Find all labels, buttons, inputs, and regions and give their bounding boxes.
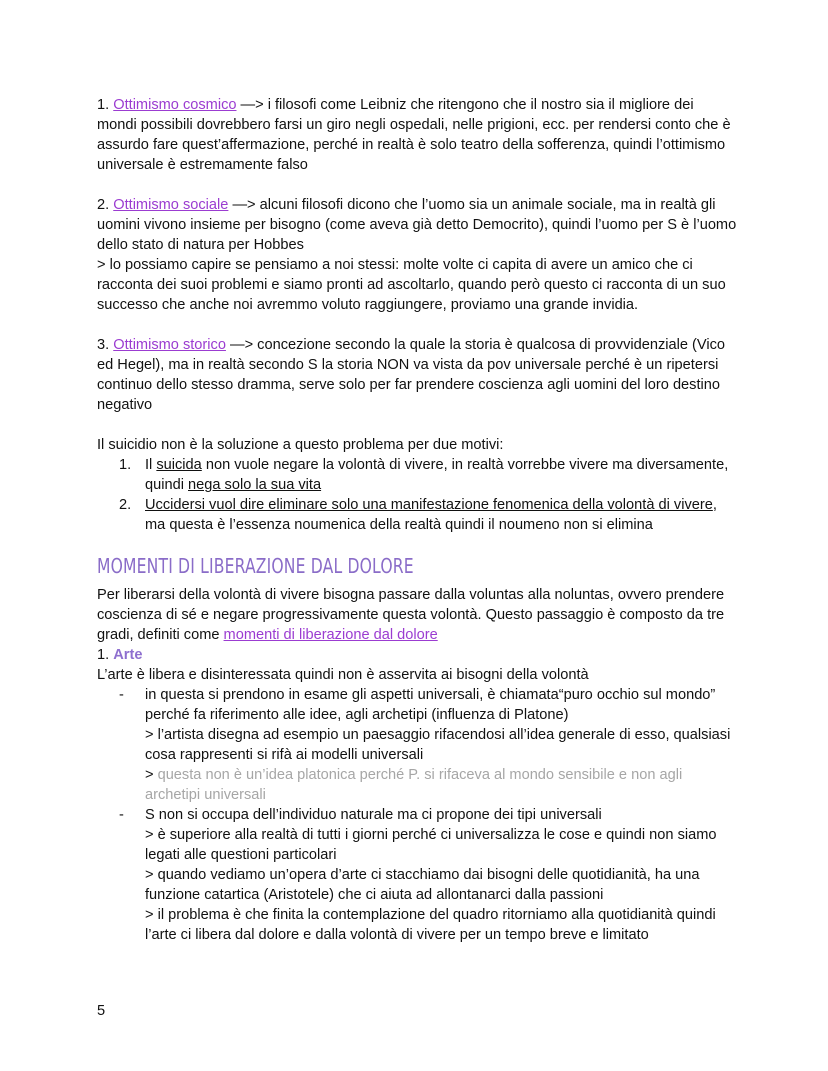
underlined-uccidersi: Uccidersi vuol dire eliminare solo una manifestazione fenomenica della volontà di vivere [145,497,713,513]
underlined-nega-vita: nega solo la sua vita [188,477,322,493]
suicide-intro: Il suicidio non è la soluzione a questo problema per due motivi: [97,437,504,453]
arte-bullets [97,685,737,945]
link-ottimismo-storico[interactable]: Ottimismo storico [113,337,226,353]
page-content [97,95,737,945]
section-intro: Per liberarsi della volontà di vivere bisogna passare dalla voluntas alla noluntas, ovvero prendere coscienza di sé e negare progressivamente questa volontà. Questo passaggio è composto da tre gradi, definiti come momenti di liberazione dal dolore [97,587,725,643]
subheading-arte: 1. Arte [97,647,143,663]
paragraph-ottimismo-sociale: 2. Ottimismo sociale —> alcuni filosofi dicono che l’uomo sia un animale sociale, ma in realtà gli uomini vivono insieme per bisogno (come aveva già detto Democrito), quindi l’uomo per S è l’uomo dello stato di natura per Hobbes [97,197,737,253]
list-item: 1. Il suicida non vuole negare la volontà di vivere, in realtà vorrebbe vivere ma diversamente, quindi nega solo la sua vita [119,457,729,493]
link-ottimismo-sociale[interactable]: Ottimismo sociale [113,197,229,213]
suicide-list [97,455,737,535]
underlined-suicida: suicida [156,457,202,473]
paragraph-ottimismo-cosmico: 1. Ottimismo cosmico —> i filosofi come Leibniz che ritengono che il nostro sia il migliore dei mondi possibili dovrebbero farsi un giro negli ospedali, nelle prigioni, ecc. per rendersi conto che è assurdo fare quest’affermazione, perché in realtà è solo teatro della sofferenza, quindi l’ottimismo universale è estremamente falso [97,97,731,173]
list-item: - in questa si prendono in esame gli aspetti universali, è chiamata“puro occhio sul mondo” perché fa riferimento alle idee, agli archetipi (influenza di Platone) > l’artista disegna ad esempio un paesaggio rifacendosi all’idea generale di esso, qualsiasi cosa rappresenti si rifà ai modelli universali > questa non è un’idea platonica perché P. si rifaceva al mondo sensibile e non agli archetipi universali [97,685,737,805]
list-item: - S non si occupa dell’individuo naturale ma ci propone dei tipi universali > è superiore alla realtà di tutti i giorni perché ci universalizza le cose e quindi non siamo legati alle questioni particolari > quando vediamo un’opera d’arte ci stacchiamo dai bisogni delle quotidianità, ha una funzione catartica (Aristotele) che ci aiuta ad allontanarci dalla passioni > il problema è che finita la contemplazione del quadro ritorniamo alla quotidianità quindi l’arte ci libera dal dolore e dalla volontà di vivere per un tempo breve e limitato [119,807,717,943]
section-heading: MOMENTI DI LIBERAZIONE DAL DOLORE [97,554,414,578]
paragraph-ottimismo-storico: 3. Ottimismo storico —> concezione secondo la quale la storia è qualcosa di provvidenziale (Vico ed Hegel), ma in realtà secondo S la storia NON va vista da pov universale perché è un ripetersi continuo dello stesso dramma, serve solo per far prendere coscienza agli uomini del loro destino negativo [97,337,726,413]
note-ottimismo-sociale: > lo possiamo capire se pensiamo a noi stessi: molte volte ci capita di avere un amico che ci racconta dei suoi problemi e siamo pronti ad ascoltarlo, quando però questo ci racconta di un suo successo che anche noi avremmo voluto raggiungere, proviamo una grande invidia. [97,257,726,313]
link-momenti-liberazione[interactable]: momenti di liberazione dal dolore [223,627,438,643]
list-item: 2. Uccidersi vuol dire eliminare solo una manifestazione fenomenica della volontà di vivere, ma questa è l’essenza noumenica della realtà quindi il noumeno non si elimina [119,497,717,533]
page-number: 5 [97,1003,106,1019]
grey-note: > questa non è un’idea platonica perché P. si rifaceva al mondo sensibile e non agli archetipi universali [145,767,683,803]
arte-intro: L’arte è libera e disinteressata quindi non è asservita ai bisogni della volontà [97,667,589,683]
link-ottimismo-cosmico[interactable]: Ottimismo cosmico [113,97,237,113]
